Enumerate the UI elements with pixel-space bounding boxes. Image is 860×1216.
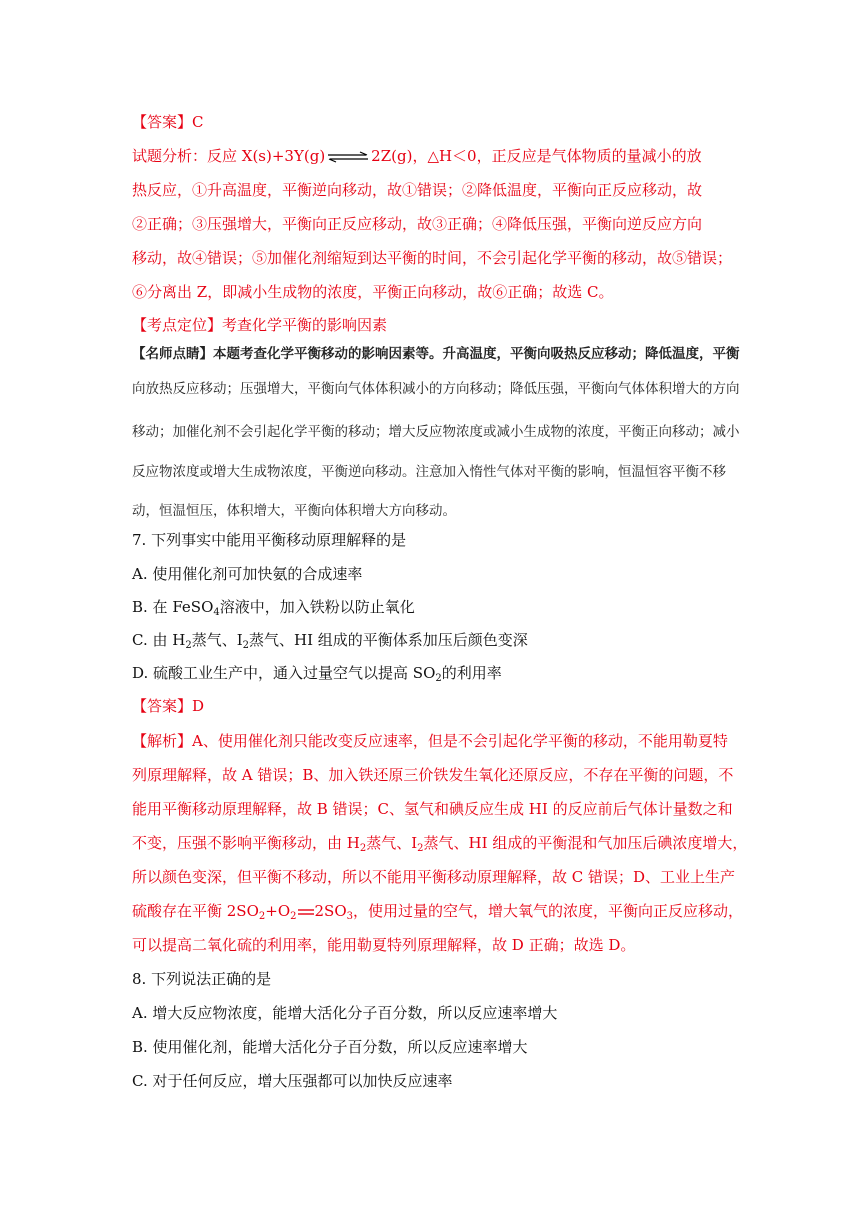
q7-option-d-text-2: 的利用率 [441,664,502,682]
equilibrium-arrow-icon [326,151,370,163]
q6-dianjing-text-1: 【名师点睛】本题考查化学平衡移动的影响因素等。升高温度，平衡向吸热反应移动；降低温度，平衡 [132,346,740,362]
q7-option-d-text-1: D. 硫酸工业生产中，通入过量空气以提高 SO [132,664,436,682]
q6-analysis-text-b: 2Z(g)，△H＜0，正反应是气体物质的量减小的放 [371,147,702,165]
q7-option-c-text-1: C. 由 H [132,631,186,649]
q6-analysis-text-a: 试题分析：反应 X(s)+3Y(g) [132,147,326,165]
q7-analysis-6-text-3: 2SO [314,902,347,920]
q8-option-b: B. 使用催化剂，能增大活化分子百分数，所以反应速率增大 [132,1038,528,1056]
q7-option-b-subscript: 4 [213,607,220,618]
q6-analysis-line-4: 移动，故④错误；⑤加催化剂缩短到达平衡的时间，不会引起化学平衡的移动，故⑤错误； [132,249,733,267]
q7-analysis-line-4 [132,833,748,854]
q7-answer: 【答案】D [132,697,205,715]
q8-option-c: C. 对于任何反应，增大压强都可以加快反应速率 [132,1072,453,1090]
q7-analysis-4-subscript-1: 2 [359,843,367,854]
q7-analysis-4-text-1: 不变，压强不影响平衡移动，由 H [132,834,360,852]
q7-analysis-4-text-3: 蒸气、HI 组成的平衡混和气加压后碘浓度增大， [423,834,748,852]
q7-option-c-subscript-2: 2 [242,640,250,651]
q6-kaodian: 【考点定位】考查化学平衡的影响因素 [132,316,388,334]
q7-analysis-6-subscript-3: 3 [346,911,354,922]
q7-option-c-subscript-1: 2 [185,640,192,651]
q6-dianjing-line-2: 向放热反应移动；压强增大，平衡向气体体积减小的方向移动；降低压强，平衡向气体体积增大的方向 [132,381,740,397]
q7-analysis-line-7: 可以提高二氧化硫的利用率，能用勒夏特列原理解释，故 D 正确；故选 D。 [132,936,636,954]
q6-dianjing-line-4: 反应物浓度或增大生成物浓度，平衡逆向移动。注意加入惰性气体对平衡的影响，恒温恒容平衡不移 [132,464,726,480]
q6-analysis-line-3: ②正确；③压强增大，平衡向正反应移动，故③正确；④降低压强，平衡向逆反应方向 [132,215,703,233]
q7-analysis-6-text-1: 硫酸存在平衡 2SO [132,902,259,920]
q7-option-b-text-2: 溶液中，加入铁粉以防止氧化 [219,598,415,616]
q6-answer: 【答案】C [132,113,204,131]
q7-option-c-text-3: 蒸气、HI 组成的平衡体系加压后颜色变深 [249,631,528,649]
q7-analysis-line-2: 列原理解释，故 A 错误；B、加入铁还原三价铁发生氧化还原反应，不存在平衡的问题，不 [132,766,734,784]
q7-stem: 7. 下列事实中能用平衡移动原理解释的是 [132,531,407,549]
q6-dianjing-line-3: 移动；加催化剂不会引起化学平衡的移动；增大反应物浓度或减小生成物的浓度，平衡正向移动；减小 [132,424,740,440]
q7-option-c-text-2: 蒸气、I [191,631,243,649]
q6-analysis-line-1 [132,146,732,166]
q7-analysis-line-3: 能用平衡移动原理解释，故 B 错误；C、氢气和碘反应生成 HI 的反应前后气体计量数之和 [132,800,733,818]
q6-analysis-line-2: 热反应，①升高温度，平衡逆向移动，故①错误；②降低温度，平衡向正反应移动，故 [132,181,703,199]
q7-analysis-6-subscript-1: 2 [258,911,266,922]
q7-analysis-line-5: 所以颜色变深，但平衡不移动，所以不能用平衡移动原理解释，故 C 错误；D、工业上生产 [132,868,736,886]
q7-analysis-6-subscript-2: 2 [290,911,297,922]
q7-analysis-6-text-4: ，使用过量的空气，增大氧气的浓度，平衡向正反应移动， [353,902,744,920]
q7-option-a: A. 使用催化剂可加快氨的合成速率 [132,565,363,583]
q7-option-c [132,630,732,650]
q7-analysis-6-text-2: +O [265,902,291,920]
q7-analysis-line-1: 【解析】A、使用催化剂只能改变反应速率，但是不会引起化学平衡的移动，不能用勒夏特 [132,732,728,750]
q7-option-b [132,597,732,617]
q7-option-d-subscript: 2 [435,673,442,684]
q7-analysis-line-6 [132,901,744,922]
q8-stem: 8. 下列说法正确的是 [132,970,272,988]
q8-option-a: A. 增大反应物浓度，能增大活化分子百分数，所以反应速率增大 [132,1004,558,1022]
q7-analysis-4-subscript-2: 2 [417,843,424,854]
equilibrium-sign-icon [297,907,315,917]
q6-dianjing-line-5: 动，恒温恒压，体积增大，平衡向体积增大方向移动。 [132,503,456,519]
q7-option-d [132,663,732,683]
q7-option-b-text-1: B. 在 FeSO [132,598,214,616]
q6-analysis-line-5: ⑥分离出 Z，即减小生成物的浓度，平衡正向移动，故⑥正确；故选 C。 [132,283,614,301]
q6-dianjing-line-1 [132,344,740,364]
q7-analysis-4-text-2: 蒸气、I [366,834,418,852]
